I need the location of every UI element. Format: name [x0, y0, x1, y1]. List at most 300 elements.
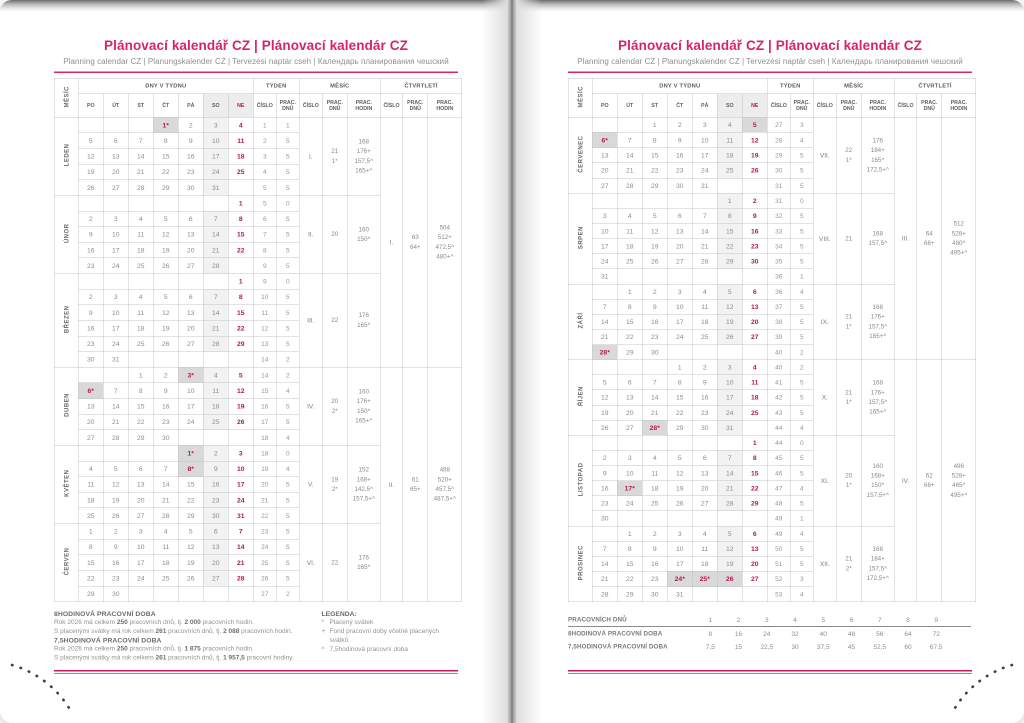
day-cell — [592, 284, 617, 299]
day-cell: 5 — [153, 211, 178, 227]
legend-item — [322, 626, 458, 644]
week-number: 27 — [767, 117, 790, 132]
day-cell: 14 — [103, 399, 128, 415]
week-number: 18 — [253, 430, 276, 446]
day-cell: 5 — [592, 375, 617, 390]
spacer — [950, 640, 971, 653]
day-cell: 8 — [642, 132, 667, 147]
header-day: NE — [228, 94, 253, 118]
work-info-text — [54, 609, 309, 662]
week-workdays: 5 — [276, 211, 299, 227]
day-cell: 16 — [592, 481, 617, 496]
day-cell: 20 — [667, 239, 692, 254]
day-cell: 29 — [153, 180, 178, 196]
month-workdays: 21 1* — [836, 284, 861, 360]
week-number: 31 — [767, 193, 790, 208]
header-day: ÚT — [103, 94, 128, 118]
month-name: PROSINEC — [568, 526, 592, 602]
hours-value: 24 — [763, 629, 771, 638]
day-cell: 14 — [228, 539, 253, 555]
week-number: 37 — [767, 299, 790, 314]
day-cell: 30 — [178, 180, 203, 196]
day-cell — [717, 511, 742, 526]
week-number: 8 — [253, 242, 276, 258]
day-cell — [692, 587, 717, 602]
day-cell: 1* — [153, 117, 178, 133]
day-cell: 27 — [178, 336, 203, 352]
day-cell: 25 — [128, 336, 153, 352]
work-info-line: Rok 2026 má celkem 250 pracovních dnů, tj. 1 875 pracovních hodin. — [54, 644, 254, 652]
week-number: 17 — [253, 414, 276, 430]
month-number: VII. — [813, 117, 836, 193]
spacer — [950, 613, 971, 627]
month-name: ČERVEN — [54, 524, 78, 602]
hours-value: 30 — [791, 642, 799, 651]
day-cell: 7 — [692, 208, 717, 223]
day-cell: 26 — [228, 414, 253, 430]
day-cell: 8 — [228, 289, 253, 305]
calendar-table — [568, 78, 976, 602]
week-number: 7 — [253, 227, 276, 243]
week-number: 51 — [767, 556, 790, 571]
month-hours: 176 184+ 165^ 172,5+^ — [861, 117, 894, 193]
day-cell: 23 — [642, 571, 667, 586]
header-sub: PRAC. HODIN — [428, 94, 462, 118]
day-cell: 28 — [692, 254, 717, 269]
legend-text: Placený svátek — [329, 618, 374, 626]
week-workdays: 0 — [276, 445, 299, 461]
day-cell: 18 — [742, 390, 767, 405]
month-name: ŘÍJEN — [568, 360, 592, 436]
day-cell: 19 — [153, 242, 178, 258]
day-cell: 11 — [742, 375, 767, 390]
day-cell — [667, 511, 692, 526]
day-cell: 26 — [78, 180, 103, 196]
day-cell: 8 — [617, 541, 642, 556]
day-cell: 31 — [228, 508, 253, 524]
day-cell — [153, 352, 178, 368]
week-workdays: 5 — [790, 556, 813, 571]
day-cell: 24 — [617, 496, 642, 511]
week-number: 13 — [253, 336, 276, 352]
day-cell: 2 — [103, 524, 128, 540]
day-cell: 23 — [103, 570, 128, 586]
day-cell — [153, 445, 178, 461]
week-workdays: 5 — [276, 492, 299, 508]
month-name: ČERVENEC — [568, 117, 592, 193]
week-workdays: 5 — [790, 496, 813, 511]
day-cell: 24 — [667, 329, 692, 344]
day-cell: 10 — [617, 466, 642, 481]
day-cell: 23 — [642, 329, 667, 344]
day-cell: 25 — [692, 329, 717, 344]
quarter-number: I. — [380, 117, 403, 367]
week-number: 21 — [253, 492, 276, 508]
day-cell — [592, 193, 617, 208]
header-day: PO — [592, 94, 617, 118]
day-cell: 10 — [128, 539, 153, 555]
day-cell: 22 — [228, 320, 253, 336]
day-cell: 27 — [592, 178, 617, 193]
day-cell: 31 — [592, 269, 617, 284]
day-cell: 9 — [642, 299, 667, 314]
day-cell: 1 — [128, 367, 153, 383]
day-cell: 25 — [717, 163, 742, 178]
day-cell: 22 — [178, 492, 203, 508]
day-cell — [103, 195, 128, 211]
day-cell: 11 — [642, 466, 667, 481]
week-workdays: 5 — [790, 254, 813, 269]
week-number: 2 — [253, 133, 276, 149]
day-cell: 11 — [717, 132, 742, 147]
header-sub: PRAC. HODIN — [942, 94, 976, 118]
day-cell: 29 — [667, 420, 692, 435]
day-cell: 4 — [692, 526, 717, 541]
day-cell — [128, 445, 153, 461]
day-cell — [78, 195, 103, 211]
day-cell — [128, 352, 153, 368]
quarter-workdays: 62 66+ — [917, 360, 942, 602]
spacer — [950, 627, 971, 641]
day-cell — [203, 430, 228, 446]
day-cell: 14 — [203, 227, 228, 243]
day-cell: 21 — [103, 414, 128, 430]
header-group: ČTVRTLETÍ — [894, 78, 976, 94]
week-workdays: 5 — [276, 336, 299, 352]
header-sub: PRAC. HODIN — [347, 94, 380, 118]
day-cell: 3 — [592, 208, 617, 223]
day-cell: 11 — [692, 299, 717, 314]
day-cell — [203, 586, 228, 602]
day-cell: 11 — [153, 539, 178, 555]
day-cell: 16 — [103, 555, 128, 571]
week-number: 38 — [767, 314, 790, 329]
day-cell: 6 — [178, 289, 203, 305]
day-cell: 26 — [153, 336, 178, 352]
day-cell — [667, 269, 692, 284]
calendar-row — [54, 117, 462, 133]
week-number: 1 — [253, 117, 276, 133]
header-day: PÁ — [692, 94, 717, 118]
day-cell: 27 — [103, 180, 128, 196]
title-rule — [568, 72, 972, 74]
day-cell: 3 — [667, 284, 692, 299]
day-cell: 8 — [617, 299, 642, 314]
day-cell: 17* — [617, 481, 642, 496]
day-cell: 2 — [692, 360, 717, 375]
day-cell: 12 — [642, 224, 667, 239]
day-cell: 19 — [742, 148, 767, 163]
day-cell: 27 — [692, 496, 717, 511]
day-cell: 21 — [592, 571, 617, 586]
hours-value: 72 — [932, 629, 940, 638]
day-cell: 12 — [78, 149, 103, 165]
day-cell: 28 — [153, 508, 178, 524]
header-group: MĚSÍC — [813, 78, 894, 94]
month-number: X. — [813, 360, 836, 436]
day-cell — [692, 193, 717, 208]
day-cell: 21 — [617, 163, 642, 178]
day-cell: 3 — [617, 450, 642, 465]
day-cell — [592, 117, 617, 132]
month-workdays: 21 — [836, 193, 861, 284]
day-cell: 10 — [228, 461, 253, 477]
day-cell: 7 — [592, 541, 617, 556]
legend-symbol: * — [321, 618, 325, 626]
quarter-workdays: 64 66+ — [917, 117, 942, 359]
day-cell: 3* — [178, 367, 203, 383]
day-cell — [742, 178, 767, 193]
day-cell: 15 — [128, 399, 153, 415]
hours-value: 56 — [876, 629, 884, 638]
day-cell: 17 — [717, 390, 742, 405]
day-cell: 13 — [667, 224, 692, 239]
day-cell: 13 — [592, 148, 617, 163]
header-month-col: MĚSÍC — [54, 78, 78, 117]
day-cell — [717, 435, 742, 450]
day-cell: 6 — [178, 211, 203, 227]
month-name: ÚNOR — [54, 195, 78, 273]
day-cell: 10 — [178, 383, 203, 399]
bottom-rule-left — [54, 670, 458, 674]
week-workdays: 2 — [276, 586, 299, 602]
day-cell: 15 — [78, 555, 103, 571]
day-cell: 9 — [153, 383, 178, 399]
day-cell: 5 — [103, 461, 128, 477]
day-cell: 6 — [742, 284, 767, 299]
day-cell — [78, 367, 103, 383]
day-cell — [692, 345, 717, 360]
day-cell: 20 — [128, 492, 153, 508]
hours-value: 15 — [734, 642, 743, 651]
month-number: VI. — [299, 524, 322, 602]
month-name: SRPEN — [568, 193, 592, 284]
day-cell: 28 — [717, 496, 742, 511]
day-cell: 10 — [103, 305, 128, 321]
hours-value: 67,5 — [929, 642, 943, 651]
day-cell: 22 — [153, 164, 178, 180]
month-hours: 168 176+ 157,5^ 165+^ — [861, 360, 894, 436]
day-cell: 15 — [228, 305, 253, 321]
day-cell: 5 — [717, 526, 742, 541]
day-cell — [742, 511, 767, 526]
month-workdays: 20 — [322, 195, 347, 273]
week-number: 36 — [767, 269, 790, 284]
week-number: 30 — [767, 163, 790, 178]
day-cell: 20 — [692, 481, 717, 496]
day-cell: 17 — [128, 555, 153, 571]
day-cell: 13 — [178, 227, 203, 243]
header-day: ST — [128, 94, 153, 118]
day-cell: 30 — [692, 420, 717, 435]
day-cell: 25 — [153, 570, 178, 586]
day-cell: 15 — [228, 227, 253, 243]
month-number: V. — [299, 445, 322, 523]
day-cell: 26 — [153, 258, 178, 274]
day-cell — [153, 274, 178, 290]
calendar-table-right — [568, 78, 972, 602]
hours-row-label: 8HODINOVÁ PRACOVNÍ DOBA — [568, 630, 663, 637]
day-cell — [642, 193, 667, 208]
day-cell — [103, 274, 128, 290]
day-cell — [667, 435, 692, 450]
day-cell: 5 — [78, 133, 103, 149]
hours-row — [568, 627, 971, 641]
day-cell: 15 — [742, 466, 767, 481]
day-cell: 9 — [667, 132, 692, 147]
day-cell: 15 — [617, 314, 642, 329]
day-cell — [592, 360, 617, 375]
day-cell: 9 — [78, 227, 103, 243]
day-cell: 28 — [203, 258, 228, 274]
day-cell: 4 — [642, 450, 667, 465]
week-workdays: 2 — [790, 345, 813, 360]
day-cell: 6 — [692, 450, 717, 465]
day-cell — [78, 274, 103, 290]
day-cell: 24* — [667, 571, 692, 586]
day-cell: 23 — [667, 163, 692, 178]
day-cell: 18 — [642, 481, 667, 496]
day-cell: 9 — [178, 133, 203, 149]
day-cell: 10 — [203, 133, 228, 149]
day-cell: 13 — [178, 305, 203, 321]
day-cell — [642, 360, 667, 375]
week-workdays: 1 — [276, 117, 299, 133]
day-cell: 17 — [228, 477, 253, 493]
week-workdays: 5 — [790, 224, 813, 239]
week-number: 52 — [767, 571, 790, 586]
week-workdays: 5 — [276, 414, 299, 430]
day-cell: 19 — [642, 239, 667, 254]
week-workdays: 5 — [276, 524, 299, 540]
day-cell — [128, 274, 153, 290]
day-cell: 22 — [667, 405, 692, 420]
work-info-heading: 8HODINOVÁ PRACOVNÍ DOBA — [54, 610, 156, 618]
day-cell: 10 — [592, 224, 617, 239]
day-cell: 1 — [228, 195, 253, 211]
working-days-hours-table — [568, 613, 972, 653]
day-cell: 21 — [153, 492, 178, 508]
header-group: MĚSÍC — [299, 78, 380, 94]
day-cell: 15 — [617, 556, 642, 571]
day-cell: 8* — [178, 461, 203, 477]
day-cell: 28 — [592, 587, 617, 602]
month-workdays: 21 1* — [836, 360, 861, 436]
day-cell: 12 — [178, 539, 203, 555]
week-number: 44 — [767, 420, 790, 435]
day-cell: 3 — [228, 445, 253, 461]
day-cell: 7 — [617, 132, 642, 147]
week-workdays: 4 — [276, 383, 299, 399]
day-cell: 17 — [667, 556, 692, 571]
day-cell: 4 — [692, 284, 717, 299]
day-cell: 10 — [103, 227, 128, 243]
day-cell: 22 — [228, 242, 253, 258]
day-cell: 22 — [617, 571, 642, 586]
header-day: ČT — [153, 94, 178, 118]
day-cell: 9 — [78, 305, 103, 321]
month-name: LEDEN — [54, 117, 78, 195]
day-cell: 9 — [642, 541, 667, 556]
day-cell: 14 — [128, 149, 153, 165]
month-workdays: 22 — [322, 524, 347, 602]
header-sub: ČÍSLO — [894, 94, 917, 118]
month-name: DUBEN — [54, 367, 78, 445]
page-left — [54, 24, 458, 714]
work-info-line: S placenými svátky má rok celkem 261 pracovních dnů, tj. 2 088 pracovních hodin. — [54, 626, 293, 635]
day-cell: 22 — [717, 239, 742, 254]
work-info-line: Rok 2026 má celkem 250 pracovních dnů, tj. 2 000 pracovních hodin. — [54, 618, 254, 626]
day-cell: 7 — [642, 375, 667, 390]
quarter-hours: 496 528+ 465^ 495+^ — [942, 360, 976, 602]
day-cell: 17 — [103, 320, 128, 336]
day-cell: 26 — [717, 329, 742, 344]
day-cell: 28 — [203, 336, 228, 352]
day-cell — [178, 195, 203, 211]
week-number: 42 — [767, 390, 790, 405]
week-workdays: 5 — [276, 149, 299, 165]
legend — [309, 609, 458, 662]
hours-value: 8 — [708, 629, 713, 638]
header-sub: PRAC. DNŮ — [836, 94, 861, 118]
day-cell: 14 — [203, 305, 228, 321]
day-cell: 29 — [128, 430, 153, 446]
day-cell — [617, 117, 642, 132]
day-cell: 13 — [692, 466, 717, 481]
work-info-line: S placenými svátky má rok celkem 261 pracovních dnů, tj. 1 957,5 pracovní hodiny. — [54, 653, 294, 661]
month-workdays: 21 2* — [836, 526, 861, 602]
day-cell: 21 — [692, 239, 717, 254]
header-day: ÚT — [617, 94, 642, 118]
week-number: 39 — [767, 329, 790, 344]
day-cell: 19 — [667, 481, 692, 496]
page-title: Plánovací kalendář CZ | Plánovací kalendár CZ — [104, 38, 408, 53]
week-workdays: 5 — [790, 314, 813, 329]
header-sub: ČÍSLO — [253, 94, 276, 118]
day-cell: 11 — [128, 227, 153, 243]
day-cell — [78, 445, 103, 461]
week-number: 43 — [767, 405, 790, 420]
day-cell: 5 — [667, 450, 692, 465]
week-number: 12 — [253, 320, 276, 336]
title-rule — [54, 72, 458, 74]
legend-title: LEGENDA: — [321, 610, 357, 618]
day-cell: 21 — [717, 481, 742, 496]
day-cell: 31 — [103, 352, 128, 368]
day-cell: 11 — [692, 541, 717, 556]
day-cell: 30 — [203, 508, 228, 524]
week-workdays: 5 — [790, 390, 813, 405]
day-cell: 30 — [78, 352, 103, 368]
week-workdays: 5 — [276, 320, 299, 336]
month-workdays: 19 2* — [322, 445, 347, 523]
day-cell: 30 — [642, 587, 667, 602]
week-workdays: 5 — [276, 508, 299, 524]
day-cell: 10 — [692, 132, 717, 147]
day-cell — [617, 193, 642, 208]
week-workdays: 4 — [276, 430, 299, 446]
week-number: 3 — [253, 149, 276, 165]
day-cell — [228, 180, 253, 196]
hours-value: 32 — [791, 629, 799, 638]
header-sub: ČÍSLO — [299, 94, 322, 118]
day-cell: 4 — [742, 360, 767, 375]
header-day: SO — [203, 94, 228, 118]
month-number: IX. — [813, 284, 836, 360]
day-cell: 1* — [178, 445, 203, 461]
day-cell: 19 — [153, 320, 178, 336]
day-cell: 3 — [103, 289, 128, 305]
